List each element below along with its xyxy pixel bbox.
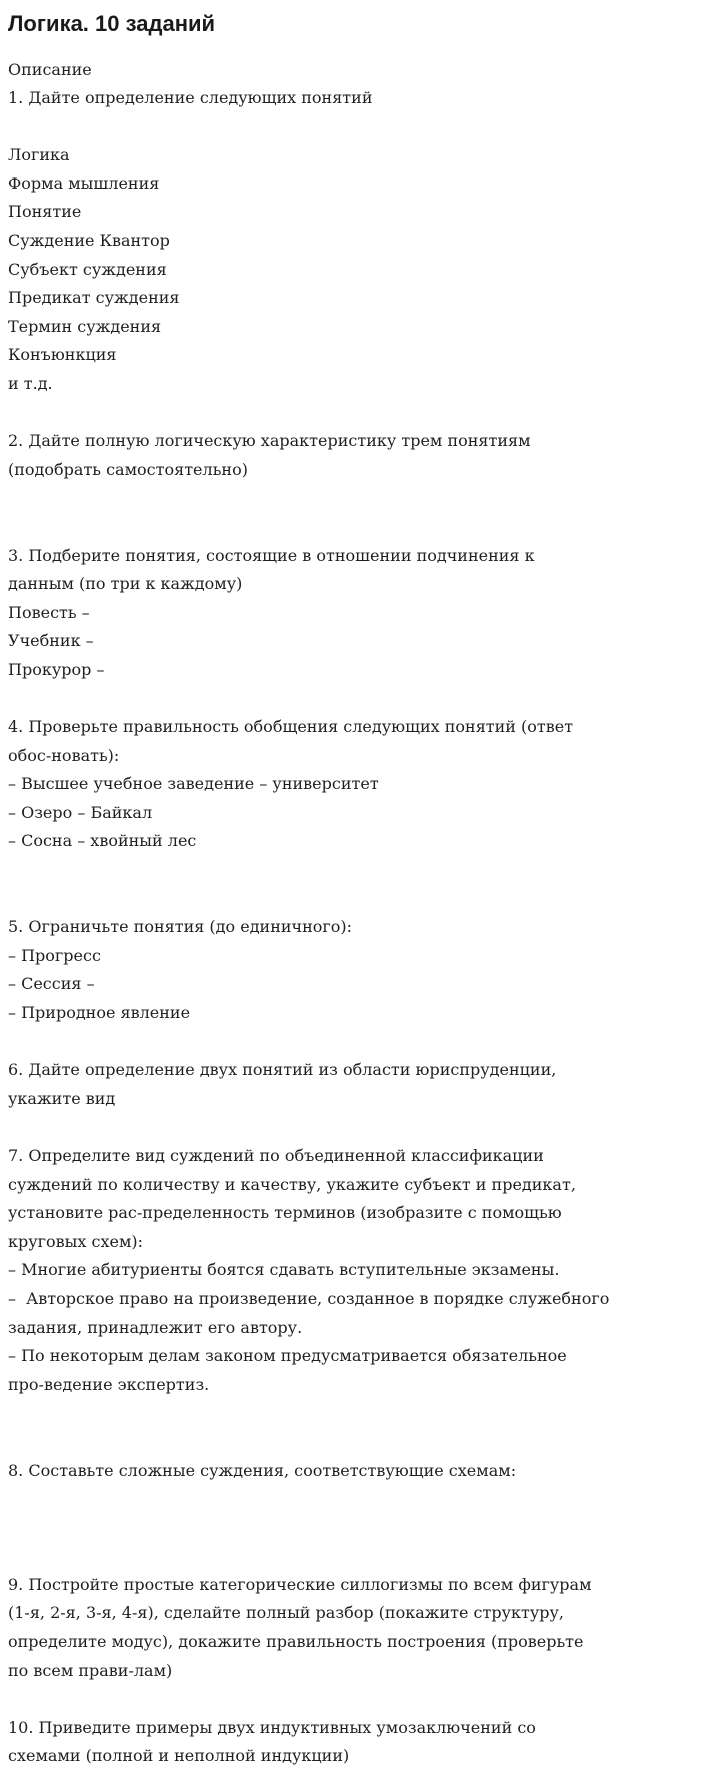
document-body <box>8 84 701 1771</box>
description-heading: Описание <box>8 60 92 79</box>
blank-line <box>8 1485 701 1514</box>
text-line: Конъюнкция <box>8 345 117 365</box>
text-line: (подобрать самостоятельно) <box>8 459 248 479</box>
text-line: Термин суждения <box>8 316 162 336</box>
text-line: Логика <box>8 145 70 165</box>
text-line: Повесть – <box>8 602 90 622</box>
text-line: Прокурор – <box>8 659 105 679</box>
blank-line <box>8 1514 701 1543</box>
text-line: задания, принадлежит его автору. <box>8 1317 303 1337</box>
text-line: и т.д. <box>8 373 53 393</box>
text-line: данным (по три к каждому) <box>8 574 243 594</box>
blank-line <box>8 856 701 885</box>
text-line: 8. Составьте сложные суждения, соответствующие схемам: <box>8 1460 517 1480</box>
blank-line <box>8 684 701 713</box>
text-line: – Сосна – хвойный лес <box>8 831 197 851</box>
blank-line <box>8 1028 701 1057</box>
text-line: 9. Постройте простые категорические силлогизмы по всем фигурам <box>8 1574 592 1594</box>
text-line: 5. Ограничьте понятия (до единичного): <box>8 917 353 937</box>
text-line: обос-новать): <box>8 745 120 765</box>
blank-line <box>8 1542 701 1571</box>
blank-line <box>8 1685 701 1714</box>
text-line: – Прогресс <box>8 945 101 965</box>
text-line: круговых схем): <box>8 1231 144 1251</box>
text-line: – Высшее учебное заведение – университет <box>8 774 379 794</box>
text-line: – По некоторым делам законом предусматривается обязательное <box>8 1346 567 1366</box>
text-line: – Сессия – <box>8 974 95 994</box>
text-line: 4. Проверьте правильность обобщения следующих понятий (ответ <box>8 717 574 737</box>
blank-line <box>8 113 701 142</box>
text-line: – Многие абитуриенты боятся сдавать вступительные экзамены. <box>8 1260 560 1280</box>
text-line: по всем прави-лам) <box>8 1660 173 1680</box>
text-line: про-ведение экспертиз. <box>8 1374 210 1394</box>
text-line: 7. Определите вид суждений по объединенной классификации <box>8 1145 544 1165</box>
blank-line <box>8 885 701 914</box>
text-line: Понятие <box>8 202 82 222</box>
text-line: суждений по количеству и качеству, укажите субъект и предикат, <box>8 1174 576 1194</box>
text-line: 6. Дайте определение двух понятий из области юриспруденции, <box>8 1060 557 1080</box>
text-line: Форма мышления <box>8 173 160 193</box>
page-title: Логика. 10 заданий <box>8 11 216 36</box>
blank-line <box>8 513 701 542</box>
text-line: (1-я, 2-я, 3-я, 4-я), сделайте полный разбор (покажите структуру, <box>8 1603 564 1623</box>
text-line: – Озеро – Байкал <box>8 802 153 822</box>
text-line: схемами (полной и неполной индукции) <box>8 1746 350 1766</box>
blank-line <box>8 1428 701 1457</box>
text-line: 2. Дайте полную логическую характеристику трем понятиям <box>8 431 531 451</box>
text-line: Предикат суждения <box>8 288 180 308</box>
text-line: Учебник – <box>8 631 94 651</box>
text-line: 1. Дайте определение следующих понятий <box>8 88 373 107</box>
text-line: 3. Подберите понятия, состоящие в отношении подчинения к <box>8 545 535 565</box>
blank-line <box>8 484 701 513</box>
blank-line <box>8 1113 701 1142</box>
text-line: 10. Приведите примеры двух индуктивных умозаключений со <box>8 1717 536 1737</box>
text-line: – Природное явление <box>8 1003 191 1022</box>
text-line: Суждение Квантор <box>8 230 170 250</box>
text-line: установите рас-пределенность терминов (изобразите с помощью <box>8 1203 562 1223</box>
text-line: – Авторское право на произведение, созданное в порядке служебного <box>8 1288 610 1308</box>
blank-line <box>8 399 701 428</box>
text-line: определите модус), докажите правильность построения (проверьте <box>8 1632 584 1652</box>
blank-line <box>8 1399 701 1428</box>
text-line: Субъект суждения <box>8 259 167 279</box>
text-line: укажите вид <box>8 1088 116 1108</box>
